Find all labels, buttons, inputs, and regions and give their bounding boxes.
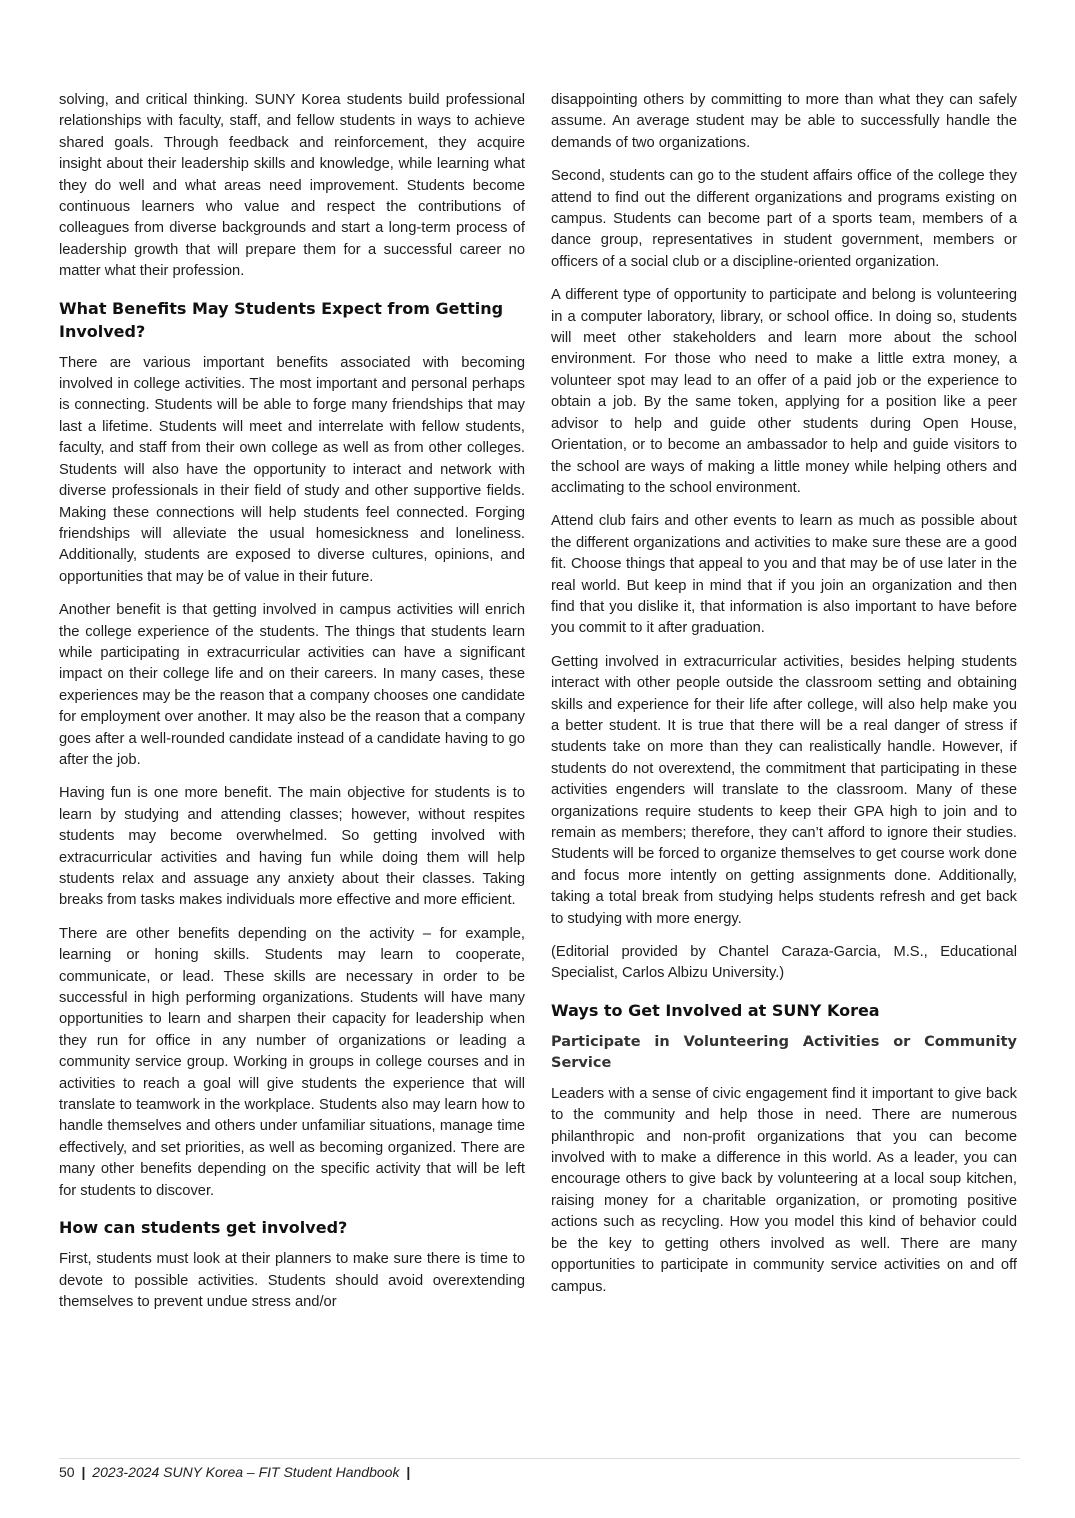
right-column <box>551 90 1017 1310</box>
left-column <box>59 90 525 1325</box>
subsection-heading-volunteering: Participate in Volunteering Activities or Community Service <box>551 1033 1017 1071</box>
paragraph: Leaders with a sense of civic engagement find it important to give back to the community and help those in need. There are numerous philanthropic and non-profit organizations that you can become involved with to make a difference in this world. As a leader, you can encourage others to give back by volunteering at a local soup kitchen, raising money for a charitable organization, or promoting positive actions such as recycling. How you model this kind of behavior could be the key to getting others involved as well. There are many opportunities to participate in community service activities on and off campus. <box>551 1085 1017 1295</box>
paragraph: There are various important benefits associated with becoming involved in college activities. The most important and personal perhaps is connecting. Students will be able to forge many friendships that may last a lifetime. Students will meet and interrelate with fellow students, faculty, and staff from their own college as well as from other colleges. Students will also have the opportunity to interact and network with diverse professionals in their field of study and other supportive fields. Making these connections will help students feel connected. Forging friendships will alleviate the usual homesickness and loneliness. Additionally, students are exposed to diverse cultures, opinions, and opportunities that may be of value in their future. <box>59 354 525 585</box>
editorial-credit: (Editorial provided by Chantel Caraza-Garcia, M.S., Educational Specialist, Carlos Albizu University.) <box>551 944 1017 982</box>
section-heading-benefits: What Benefits May Students Expect from Getting Involved? <box>59 298 504 341</box>
page-footer <box>59 1462 413 1482</box>
paragraph: disappointing others by committing to more than what they can safely assume. An average student may be able to successfully handle the demands of two organizations. <box>551 92 1017 151</box>
paragraph: Having fun is one more benefit. The main objective for students is to learn by studying and attending classes; however, without respites students may become overwhelmed. So getting involved with extracurricular activities and having fun while doing them will help students relax and assuage any anxiety about their classes. Taking breaks from tasks makes individuals more effective and more efficient. <box>59 785 525 909</box>
section-heading-how-to-get-involved: How can students get involved? <box>59 1218 348 1238</box>
paragraph: solving, and critical thinking. SUNY Korea students build professional relationships with faculty, staff, and fellow students in ways to achieve shared goals. Through feedback and reinforcement, they acquire insight about their leadership skills and knowledge, while learning what they do well and what areas need improvement. Students become continuous learners who value and respect the contributions of colleagues from diverse backgrounds and start a long-term process of leadership growth that will prepare them for a successful career no matter what their profession. <box>59 92 525 280</box>
paragraph: Attend club fairs and other events to learn as much as possible about the different organizations and activities to make sure these are a good fit. Choose things that appeal to you and that may be of use later in the real world. But keep in mind that if you join an organization and then find that you dislike it, that information is also important to have before you commit to it after graduation. <box>551 513 1017 637</box>
paragraph: Another benefit is that getting involved in campus activities will enrich the college experience of the students. The things that students learn while participating in extracurricular activities can have a significant impact on their college life and on their careers. In many cases, these experiences may be the reason that a company chooses one candidate for employment over another. It may also be the reason that a company goes after a well-rounded candidate instead of a candidate having to go after the job. <box>59 602 525 768</box>
paragraph: Getting involved in extracurricular activities, besides helping students interact with other people outside the classroom setting and obtaining skills and experience for their life after college, will also help make you a better student. It is true that there will be a real danger of stress if students take on more than they can realistically handle. However, if students do not overextend, the commitment that participating in these activities engenders will translate to the classroom. Many of these organizations require students to keep their GPA high to join and to remain as members; therefore, they can’t afford to ignore their studies. Students will be forced to organize themselves to get course work done and focus more intently on getting assignments done. Additionally, taking a total break from studying helps students refresh and get back to studying with more energy. <box>551 653 1017 927</box>
footer-separator: | <box>81 1464 86 1480</box>
footer-divider <box>59 1458 1020 1459</box>
page-number: 50 <box>59 1464 75 1480</box>
paragraph: A different type of opportunity to participate and belong is volunteering in a computer laboratory, library, or school office. In doing so, students will meet other stakeholders and learn more about the school environment. For those who need to make a little extra money, a volunteer spot may lead to an offer of a paid job or the experience to obtain a job. By the same token, applying for a position like a peer advisor to help and guide other students during Open House, Orientation, or to become an ambassador to help and guide visitors to the school are ways of making a little money while helping others and acclimating to the school environment. <box>551 287 1017 496</box>
handbook-title: 2023-2024 SUNY Korea – FIT Student Handbook <box>92 1464 400 1480</box>
section-heading-ways-to-get-involved: Ways to Get Involved at SUNY Korea <box>551 1000 880 1020</box>
paragraph: There are other benefits depending on the activity – for example, learning or honing skills. Students may learn to cooperate, communicate, or lead. These skills are necessary in order to be successful in high performing organizations. Students will have many opportunities to learn and sharpen their capacity for leadership when they run for office in any number of organizations or leading a community service group. Working in groups in college courses and in activities to reach a goal will give students the experience that will translate to teamwork in the workplace. Students also may learn how to handle themselves and others under unfamiliar situations, manage time effectively, and set priorities, as well as becoming organized. There are many other benefits depending on the specific activity that will be left for students to discover. <box>59 925 525 1199</box>
footer-trailing-separator: | <box>406 1464 411 1480</box>
paragraph: First, students must look at their planners to make sure there is time to devote to possible activities. Students should avoid overextending themselves to prevent undue stress and/or <box>59 1251 525 1310</box>
paragraph: Second, students can go to the student affairs office of the college they attend to find out the different organizations and programs existing on campus. Students can become part of a sports team, members of a dance group, representatives in student government, members or officers of a social club or a discipline-oriented organization. <box>551 168 1017 270</box>
